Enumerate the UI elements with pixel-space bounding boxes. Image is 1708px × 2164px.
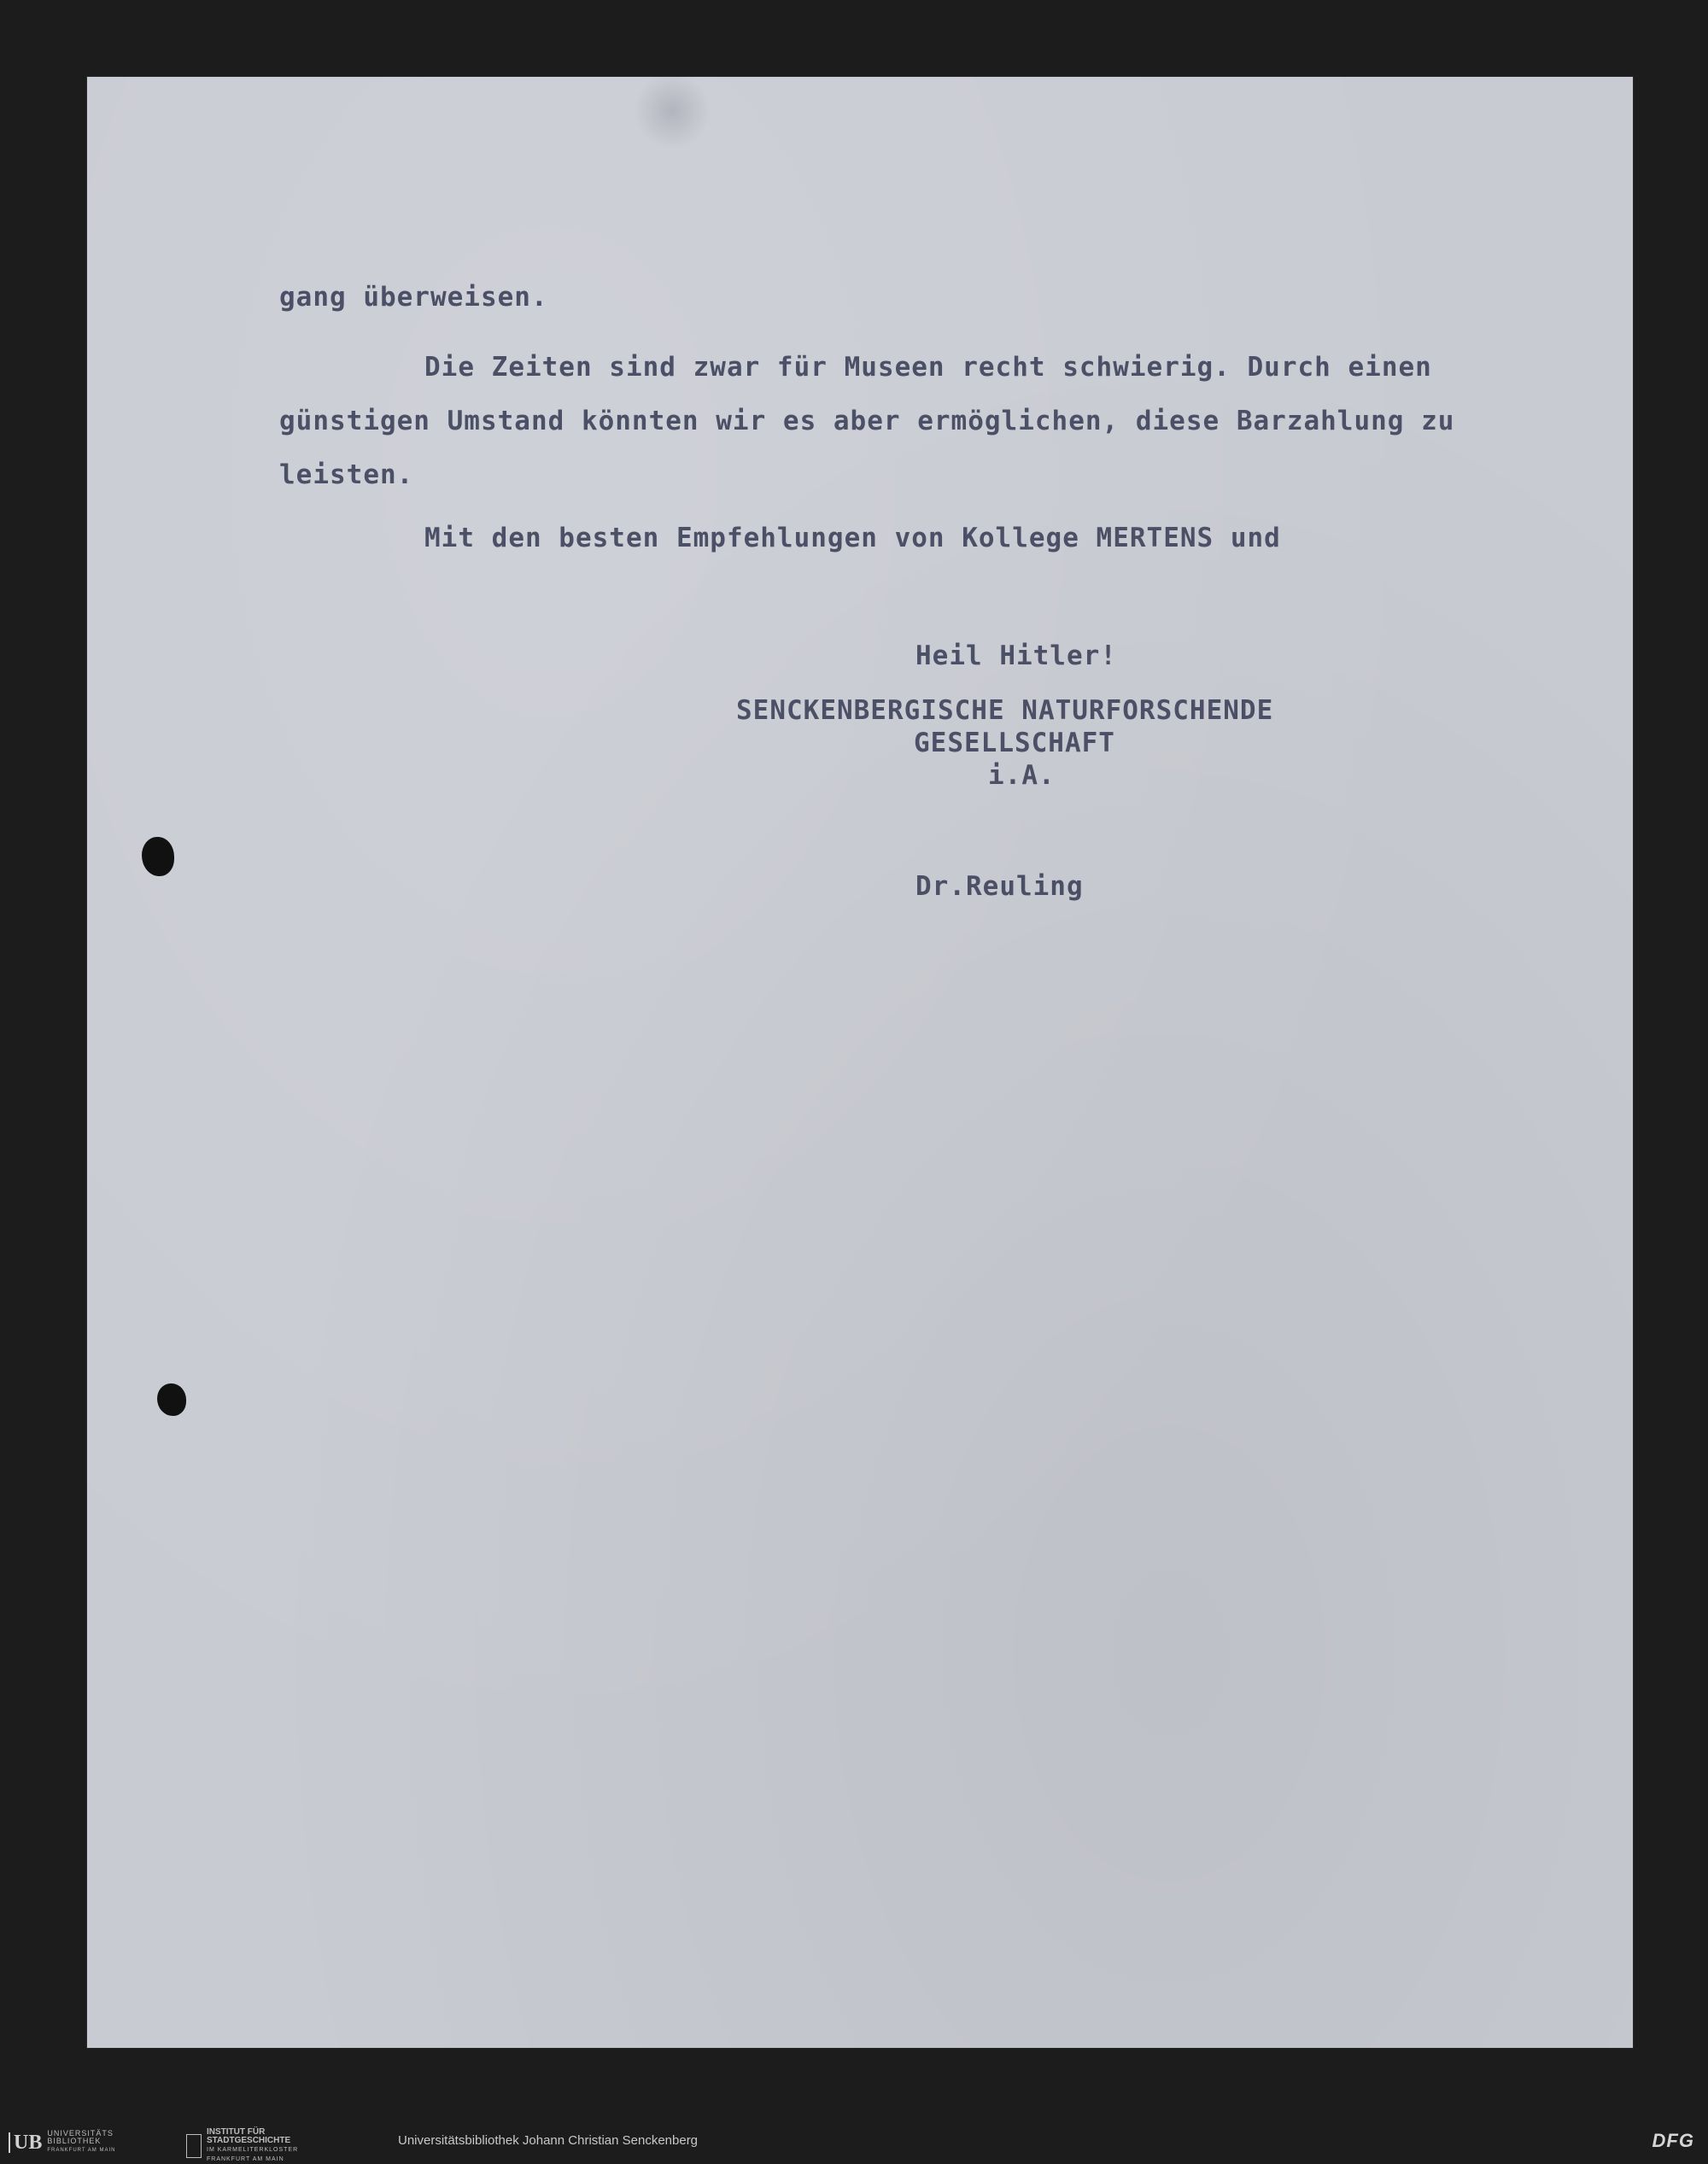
greeting: Heil Hitler! [915, 640, 1117, 671]
library-credit: Universitätsbibliothek Johann Christian Senckenberg [398, 2133, 699, 2148]
letter-line-3: günstigen Umstand könnten wir es aber ermöglichen, diese Barzahlung zu [279, 406, 1455, 436]
ub-logo [9, 2130, 115, 2155]
organization-name-line-1: SENCKENBERGISCHE NATURFORSCHENDE [736, 695, 1274, 726]
archive-footer [0, 2123, 1708, 2162]
letter-line-1: gang überweisen. [279, 282, 548, 313]
punch-hole-top [142, 837, 174, 876]
letter-closing-line: Mit den besten Empfehlungen von Kollege MERTENS und [424, 523, 1281, 553]
letter-page [87, 77, 1633, 2048]
letter-line-4: leisten. [279, 459, 414, 490]
signer-name: Dr.Reuling [915, 871, 1084, 902]
ink-smudge [634, 73, 711, 149]
isg-logo [186, 2128, 298, 2164]
dfg-logo: DFG [1652, 2130, 1694, 2151]
isg-logo-text: INSTITUT FÜR STADTGESCHICHTE IM KARMELITERKLOSTER FRANKFURT AM MAIN [207, 2127, 299, 2162]
proxy-mark: i.A. [988, 760, 1056, 791]
letter-line-2: Die Zeiten sind zwar für Museen recht schwierig. Durch einen [424, 352, 1432, 383]
ub-logo-text: UNIVERSITÄTS BIBLIOTHEK FRANKFURT AM MAIN [47, 2129, 116, 2153]
ub-logo-mark: UB [9, 2132, 42, 2153]
punch-hole-bottom [157, 1383, 186, 1416]
isg-logo-mark [186, 2134, 202, 2158]
organization-name-line-2: GESELLSCHAFT [914, 728, 1115, 758]
